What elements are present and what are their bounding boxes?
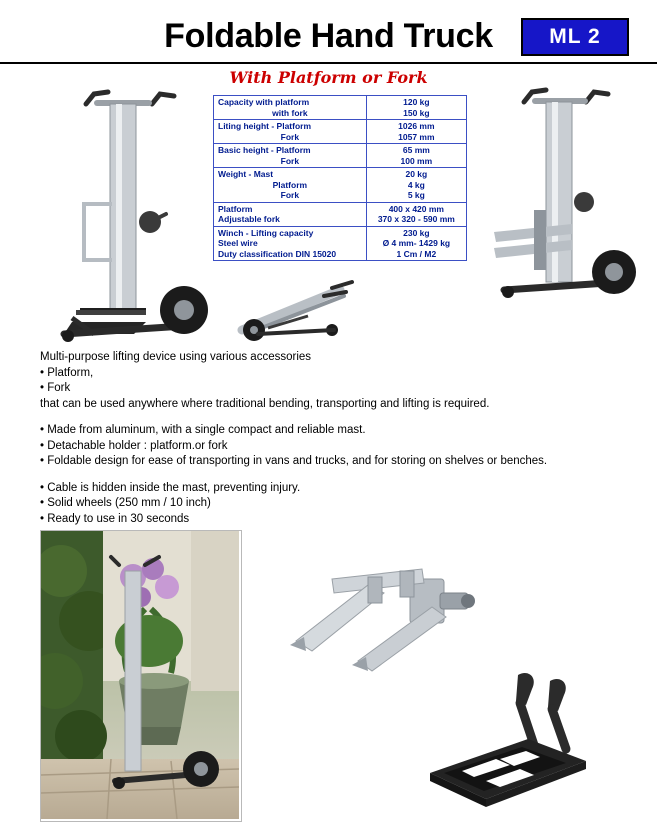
paragraph-spacer [40, 470, 600, 481]
spec-label-platform-dimensions: Platform Adjustable fork [214, 202, 367, 226]
table-row [214, 144, 467, 168]
model-badge: ML 2 [521, 18, 629, 56]
table-row [214, 168, 467, 203]
spec-value-lifting-height: 1026 mm 1057 mm [366, 120, 466, 144]
garden-usage-image [40, 530, 242, 822]
spec-label-weight: Weight - Mast Platform Fork [214, 168, 367, 203]
feature-ready-30-seconds: • Ready to use in 30 seconds [40, 512, 190, 525]
spec-label-lifting-height: Liting height - Platform Fork [214, 120, 367, 144]
spec-value-winch: 230 kg Ø 4 mm- 1429 kg 1 Cm / M2 [366, 226, 466, 261]
description-intro-end: that can be used anywhere where traditional bending, transporting and lifting is required. [40, 397, 490, 410]
table-row [214, 226, 467, 261]
spec-label-basic-height: Basic height - Platform Fork [214, 144, 367, 168]
feature-hidden-cable: • Cable is hidden inside the mast, preventing injury. [40, 481, 301, 494]
subtitle: With Platform or Fork [229, 68, 428, 87]
spec-label-winch: Winch - Lifting capacity Steel wire Duty classification DIN 15020 [214, 226, 367, 261]
feature-solid-wheels: • Solid wheels (250 mm / 10 inch) [40, 497, 211, 509]
accessory-platform: • Platform, [40, 366, 94, 379]
spec-value-basic-height: 65 mm 100 mm [366, 144, 466, 168]
description-intro: Multi-purpose lifting device using various accessories [40, 351, 312, 363]
specification-table [213, 95, 467, 261]
feature-detachable-holder: • Detachable holder : platform.or fork [40, 439, 228, 452]
page-title: Foldable Hand Truck [164, 17, 493, 55]
accessory-fork: • Fork [40, 382, 71, 394]
feature-aluminum: • Made from aluminum, with a single compact and reliable mast. [40, 424, 366, 436]
document-header [0, 14, 657, 62]
table-row [214, 96, 467, 120]
spec-value-capacity: 120 kg 150 kg [366, 96, 466, 120]
platform-accessory-image [400, 665, 596, 815]
spec-label-capacity: Capacity with platform with fork [214, 96, 367, 120]
table-row [214, 202, 467, 226]
fork-accessory-image [272, 545, 502, 675]
spec-value-weight: 20 kg 4 kg 5 kg [366, 168, 466, 203]
feature-foldable: • Foldable design for ease of transporting in vans and trucks, and for storing on shelves or benches. [40, 455, 548, 467]
folded-product-image [228, 272, 388, 344]
right-product-image [474, 82, 644, 314]
paragraph-spacer [40, 412, 600, 423]
description-block [40, 350, 600, 527]
spec-value-platform-dimensions: 400 x 420 mm 370 x 320 - 590 mm [366, 202, 466, 226]
left-product-image [34, 82, 210, 342]
table-row [214, 120, 467, 144]
header-divider [0, 62, 657, 64]
